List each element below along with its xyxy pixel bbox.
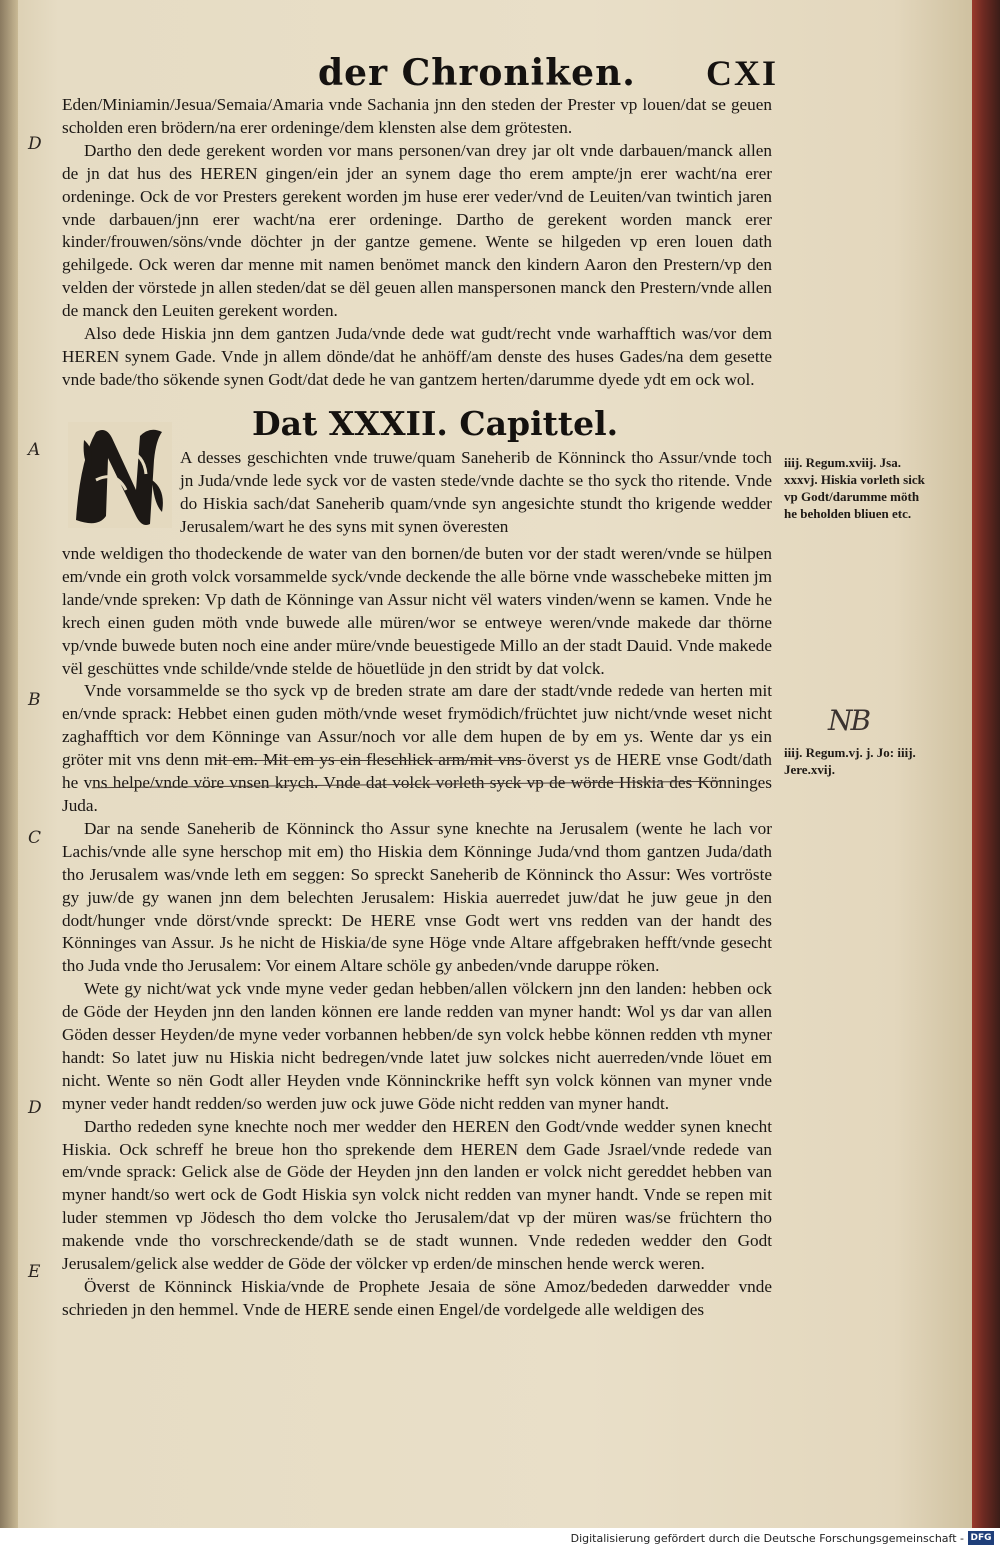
paragraph: Överst de Könninck Hiskia/vnde de Prophete Jesaia de söne Amoz/bededen darwedder vnde schrieden jn den hemmel. Vnde de HERE sende einen Engel/de vordelgede alle weldigen des xyxy=(62,1277,772,1319)
marginal-note-2: iiij. Regum.vj. j. Jo: iiij. Jere.xvij. xyxy=(784,745,916,777)
marginal-note-1: iiij. Regum.xviij. Jsa. xxxvj. Hiskia vorleth sick vp Godt/darumme möth he beholden bliuen etc. xyxy=(784,455,925,521)
book-gutter xyxy=(0,0,18,1528)
paragraph: Wete gy nicht/wat yck vnde myne veder gedan hebben/allen völckern jnn den landen: hebben ock de Göde der Heyden jnn den landen können ere lande redden van myner handt: Wol ys dar van allen Göden desser Heyden/de myne veder vorbannen hebben/de syn volck hebbe können redden vth myner handt: So latet juw nu Hiskia nicht bedregen/vnde latet juw solckes nicht auerreden/vnde löuet em nicht. Wente so nën Godt aller Heyden vnde Könninckrike hefft syn volck können van myner vnde myner veder handt redden/so werden juw ock juwe Göde nicht redden van myner handt. xyxy=(62,979,772,1113)
margin-letter-d2: D xyxy=(28,1098,42,1118)
running-head: der Chroniken. xyxy=(318,52,636,94)
handwritten-note: NB xyxy=(828,704,870,737)
footer-bar xyxy=(0,1528,1000,1549)
paragraph: Eden/Miniamin/Jesua/Semaia/Amaria vnde Sachania jnn den steden der Prester vp louen/dat se geuen scholden eren brödern/na erer ordeninge/dem klensten alse dem grötesten. xyxy=(62,95,772,137)
folio-number: CXI xyxy=(706,53,779,93)
chapter-opening xyxy=(180,447,772,539)
margin-letter-b: B xyxy=(28,690,41,710)
margin-letter-e: E xyxy=(28,1262,41,1282)
page-edge xyxy=(972,0,1000,1528)
margin-letter-d1: D xyxy=(28,134,42,154)
paragraph: vnde weldigen tho thodeckende de water van den bornen/de buten vor der stadt weren/vnde se hülpen em/vnde ein groth volck vorsammelde syck/vnde deckende the alle börne vnde wasschebeke mitten jm lande/vnde spreken: Vp dath de Könninge van Assur nicht vël waters vinden/wenn se kamen. Vnde he krech einen guden möth vnde buwede alle müren/wor se entweye weren/vnde makede dar thörne vp/vnde buwede buten noch eine ander müre/vnde beuestigede Millo an der stadt Dauid. Vnde makede vël geschüttes vnde schilde/vnde stelde de höuetlüde jn den stridt by dat volck. xyxy=(62,544,772,678)
paragraph: Dar na sende Saneherib de Könninck tho Assur syne knechte na Jerusalem (wente he lach vor Lachis/vnde alle syne herschop mit em) tho Hiskia dem Könninge Juda/vnd thom gantzen Juda/dath tho Jerusalem was/vnde leth em seggen: So spreckt Saneherib de Könninck tho Assur: Wes vortröste gy juw/de gy wanen jnn dem belechten Jerusalem: Hiskia auerredet juw/dat he juw geue jn den dodt/hunger vnde dörst/vnde spreckt: De HERE vnse Godt wert vns redden van der handt des Könninges van Assur. Js he nicht de Hiskia/de syne Höge vnde Altare affgebraken hefft/vnde gesecht tho Juda vnde tho Jerusalem: Vor einem Altare schöle gy anbeden/vnde daruppe röken. xyxy=(62,818,772,976)
footer-credit: Digitalisierung gefördert durch die Deutsche Forschungsgemeinschaft - xyxy=(570,1532,964,1545)
text-block-main xyxy=(62,543,772,1322)
ink-underline xyxy=(216,760,526,761)
paragraph: Dartho den dede gerekent worden vor mans personen/van drey jar olt vnde darbauen/manck allen de jn dat hus des HEREN gingen/ein jder an synem dage tho erem ampte/jn erer wacht/na erer ordeninge. Ock de vor Presters gerekent worden jm huse erer veder/vnd de Leuiten/van twintich jaren vnde darbauen/jnn erer wacht/na erer ordeninge. Dartho de gerekent worden manck erer kinder/frouwen/söns/vnde döchter jn der gantze gemene. Wente se hilgeden vp eren louen dath gehilgede. Ock weren dar menne mit namen benömet manck den kindern Aaron den Prestern/vp den velden der vörstede jn allen steden/dat se dël geuen allen manspersonen manck den Prestern/vnde allen de manck den Leuiten gerekent worden. xyxy=(62,140,772,321)
dfg-logo: DFG xyxy=(968,1531,994,1545)
chapter-title: Dat XXXII. Capittel. xyxy=(252,404,619,443)
text-block-top xyxy=(62,94,772,392)
decorated-initial xyxy=(66,420,174,530)
margin-letter-a: A xyxy=(28,440,41,460)
margin-letter-c: C xyxy=(28,828,42,848)
paragraph: A desses geschichten vnde truwe/quam Saneherib de Könninck tho Assur/vnde toch jn Juda/vnde lede syck vor de vasten stede/vnde dachte se tho syck tho ritende. Vnde do Hiskia sach/dat Saneherib quam/vnde syn angesichte stundt tho krigende wedder Jerusalem/wart he des syns mit synen överesten xyxy=(180,448,772,536)
page-header xyxy=(0,52,972,96)
paragraph: Dartho rededen syne knechte noch mer wedder den HEREN den Godt/vnde wedder synen knecht Hiskia. Ock schreff he breue hon tho sprekende dem HEREN dem Gade Jsrael/vnde redede van em/vnde sprack: Gelick alse de Göde der Heyden jnn den landen er volck nicht gereddet hebben van myner handt/so wert ock de Godt Hiskia syn volck nicht redden van myner handt. Vnde se repen mit luder stemmen vp Jödesch tho dem volcke tho Jerusalem/dat vp der müren was/se früchtern tho makende vnde tho vorschreckende/dath se de stadt wunnen. Vnde rededen wedder den Godt Jerusalem/gelick alse wedder de Göde der völcker vp erden/de minschen hende werck weren. xyxy=(62,1116,772,1274)
paragraph: Also dede Hiskia jnn dem gantzen Juda/vnde dede wat gudt/recht vnde warhafftich was/vor dem HEREN synem Gade. Vnde jn allem dönde/dat he anhöff/am denste des huses Gades/na dem gesette vnde bade/tho sökende synen Godt/dat dede he van gantzem herten/darumme dyede ydt em ock wol. xyxy=(62,324,772,389)
paragraph: Vnde vorsammelde se tho syck vp de breden strate am dare der stadt/vnde redede van herten mit en/vnde sprack: Hebbet einen guden möth/vnde weset frymödich/früchtet juw nicht/vnde weset nicht zaghafftich vor dem Könninge van Assur/noch vor alle dem hupen de by em ys. Wente dar ys ein gröter mit vns denn mit em. Mit em ys ein fleschlick arm/mit vns överst ys de HERE vnse Godt/dath he vns helpe/vnde vöre vnsen krych. Vnde dat volck vorleth syck vp de wörde Hiskia des Könninges Juda. xyxy=(62,681,772,815)
